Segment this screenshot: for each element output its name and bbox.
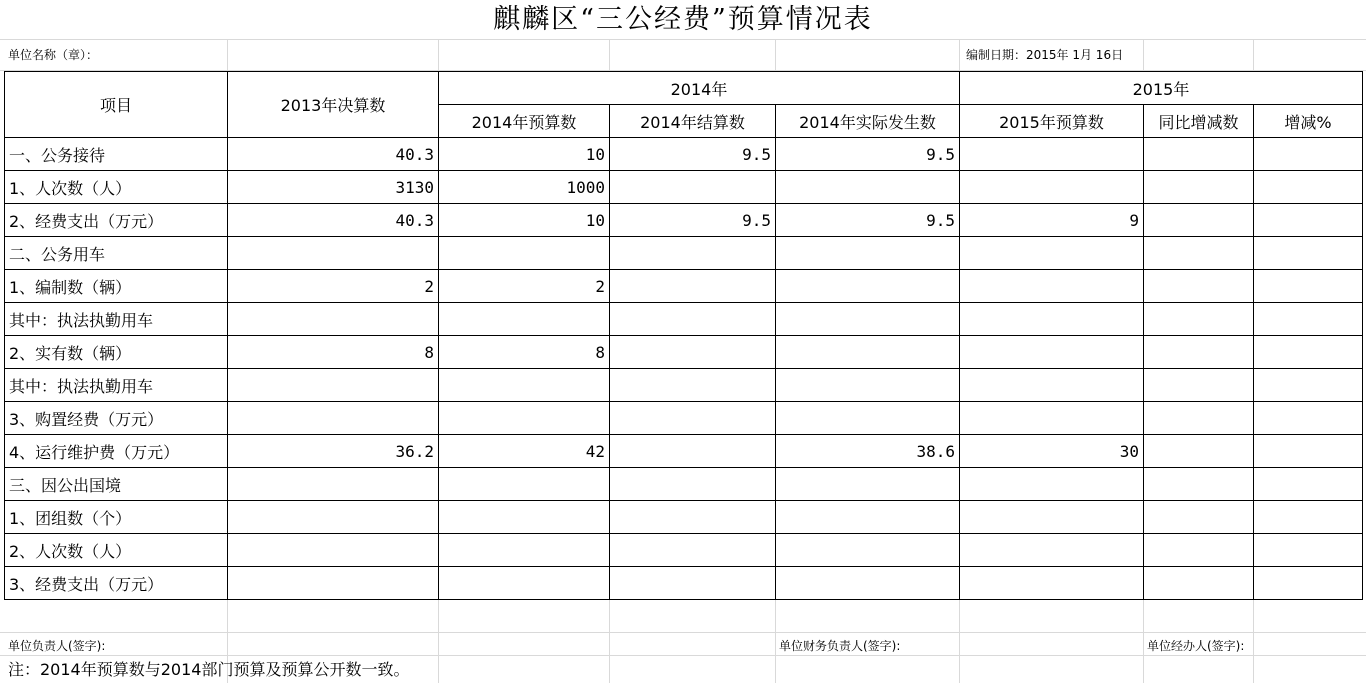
cell-c4 xyxy=(776,534,960,567)
cell-c1: 8 xyxy=(228,336,439,369)
header-final-2013: 2013年决算数 xyxy=(228,72,439,138)
table-row xyxy=(5,303,1363,336)
row-label: 三、因公出国境 xyxy=(5,468,228,501)
table-row xyxy=(5,567,1363,600)
cell-c3 xyxy=(610,369,776,402)
cell-c1 xyxy=(228,501,439,534)
cell-c2 xyxy=(439,567,610,600)
cell-c2: 10 xyxy=(439,204,610,237)
header-yoy-change: 同比增减数 xyxy=(1144,105,1254,138)
table-row xyxy=(5,270,1363,303)
cell-c1 xyxy=(228,534,439,567)
cell-c4 xyxy=(776,402,960,435)
cell-c1 xyxy=(228,567,439,600)
cell-c3: 9.5 xyxy=(610,204,776,237)
header-yoy-pct: 增减% xyxy=(1254,105,1363,138)
cell-c7 xyxy=(1254,534,1363,567)
cell-c6 xyxy=(1144,237,1254,270)
cell-c3 xyxy=(610,567,776,600)
cell-c2: 8 xyxy=(439,336,610,369)
row-label: 1、人次数（人） xyxy=(5,171,228,204)
cell-c6 xyxy=(1144,303,1254,336)
row-label: 2、人次数（人） xyxy=(5,534,228,567)
header-actual-2014: 2014年实际发生数 xyxy=(776,105,960,138)
cell-c2: 1000 xyxy=(439,171,610,204)
cell-c3 xyxy=(610,501,776,534)
cell-c4 xyxy=(776,468,960,501)
cell-c7 xyxy=(1254,468,1363,501)
cell-c6 xyxy=(1144,501,1254,534)
cell-c6 xyxy=(1144,138,1254,171)
header-item: 项目 xyxy=(5,72,228,138)
cell-c7 xyxy=(1254,402,1363,435)
cell-c5: 30 xyxy=(960,435,1144,468)
cell-c3: 9.5 xyxy=(610,138,776,171)
cell-c2 xyxy=(439,534,610,567)
handler-signature: 单位经办人(签字): xyxy=(1147,639,1245,653)
cell-c3 xyxy=(610,237,776,270)
cell-c3 xyxy=(610,336,776,369)
cell-c7 xyxy=(1254,501,1363,534)
cell-c2 xyxy=(439,237,610,270)
row-label: 2、经费支出（万元） xyxy=(5,204,228,237)
table-row xyxy=(5,204,1363,237)
cell-c2 xyxy=(439,501,610,534)
cell-c6 xyxy=(1144,468,1254,501)
cell-c3 xyxy=(610,270,776,303)
header-budget-2014: 2014年预算数 xyxy=(439,105,610,138)
cell-c4 xyxy=(776,171,960,204)
cell-c2: 2 xyxy=(439,270,610,303)
cell-c1 xyxy=(228,369,439,402)
cell-c6 xyxy=(1144,435,1254,468)
cell-c5 xyxy=(960,567,1144,600)
table-row xyxy=(5,468,1363,501)
cell-c5 xyxy=(960,336,1144,369)
unit-head-signature: 单位负责人(签字): xyxy=(8,639,106,653)
header-budget-2015: 2015年预算数 xyxy=(960,105,1144,138)
cell-c5 xyxy=(960,501,1144,534)
cell-c4 xyxy=(776,303,960,336)
table-row xyxy=(5,435,1363,468)
cell-c1 xyxy=(228,402,439,435)
cell-c7 xyxy=(1254,369,1363,402)
cell-c6 xyxy=(1144,336,1254,369)
cell-c2: 10 xyxy=(439,138,610,171)
cell-c7 xyxy=(1254,567,1363,600)
cell-c2 xyxy=(439,369,610,402)
row-label: 其中：执法执勤用车 xyxy=(5,369,228,402)
cell-c7 xyxy=(1254,270,1363,303)
cell-c3 xyxy=(610,303,776,336)
page-title: 麒麟区“三公经费”预算情况表 xyxy=(493,4,873,35)
cell-c2 xyxy=(439,468,610,501)
cell-c3 xyxy=(610,171,776,204)
table-row xyxy=(5,171,1363,204)
cell-c6 xyxy=(1144,402,1254,435)
cell-c6 xyxy=(1144,369,1254,402)
table-row xyxy=(5,336,1363,369)
cell-c5 xyxy=(960,171,1144,204)
cell-c3 xyxy=(610,468,776,501)
cell-c4: 9.5 xyxy=(776,138,960,171)
table-row xyxy=(5,369,1363,402)
cell-c4 xyxy=(776,369,960,402)
row-label: 1、编制数（辆） xyxy=(5,270,228,303)
cell-c1: 40.3 xyxy=(228,138,439,171)
cell-c1 xyxy=(228,303,439,336)
cell-c5 xyxy=(960,534,1144,567)
footnote: 注：2014年预算数与2014部门预算及预算公开数一致。 xyxy=(8,660,410,679)
row-label: 1、团组数（个） xyxy=(5,501,228,534)
budget-table xyxy=(4,71,1363,600)
row-label: 一、公务接待 xyxy=(5,138,228,171)
cell-c6 xyxy=(1144,204,1254,237)
cell-c4: 9.5 xyxy=(776,204,960,237)
row-label: 3、经费支出（万元） xyxy=(5,567,228,600)
cell-c3 xyxy=(610,402,776,435)
cell-c4 xyxy=(776,501,960,534)
cell-c7 xyxy=(1254,171,1363,204)
row-label: 二、公务用车 xyxy=(5,237,228,270)
cell-c4 xyxy=(776,237,960,270)
cell-c1: 3130 xyxy=(228,171,439,204)
row-label: 其中：执法执勤用车 xyxy=(5,303,228,336)
cell-c5 xyxy=(960,237,1144,270)
table-row xyxy=(5,138,1363,171)
cell-c5 xyxy=(960,369,1144,402)
cell-c3 xyxy=(610,534,776,567)
cell-c6 xyxy=(1144,567,1254,600)
row-label: 2、实有数（辆） xyxy=(5,336,228,369)
cell-c4 xyxy=(776,567,960,600)
cell-c7 xyxy=(1254,336,1363,369)
cell-c7 xyxy=(1254,237,1363,270)
header-group-2014: 2014年 xyxy=(439,72,960,105)
cell-c4 xyxy=(776,336,960,369)
cell-c5 xyxy=(960,402,1144,435)
cell-c5 xyxy=(960,270,1144,303)
cell-c6 xyxy=(1144,270,1254,303)
cell-c7 xyxy=(1254,435,1363,468)
cell-c6 xyxy=(1144,534,1254,567)
cell-c2 xyxy=(439,303,610,336)
cell-c5 xyxy=(960,138,1144,171)
cell-c3 xyxy=(610,435,776,468)
cell-c4: 38.6 xyxy=(776,435,960,468)
cell-c5 xyxy=(960,303,1144,336)
row-label: 4、运行维护费（万元） xyxy=(5,435,228,468)
header-settle-2014: 2014年结算数 xyxy=(610,105,776,138)
cell-c1: 40.3 xyxy=(228,204,439,237)
table-row xyxy=(5,534,1363,567)
cell-c1 xyxy=(228,468,439,501)
cell-c4 xyxy=(776,270,960,303)
cell-c1 xyxy=(228,237,439,270)
cell-c7 xyxy=(1254,138,1363,171)
compile-date: 编制日期：2015年 1月 16日 xyxy=(966,48,1124,62)
cell-c1: 36.2 xyxy=(228,435,439,468)
cell-c7 xyxy=(1254,303,1363,336)
finance-head-signature: 单位财务负责人(签字): xyxy=(779,639,901,653)
cell-c7 xyxy=(1254,204,1363,237)
cell-c5: 9 xyxy=(960,204,1144,237)
cell-c2: 42 xyxy=(439,435,610,468)
row-label: 3、购置经费（万元） xyxy=(5,402,228,435)
cell-c5 xyxy=(960,468,1144,501)
table-row xyxy=(5,237,1363,270)
cell-c1: 2 xyxy=(228,270,439,303)
table-row xyxy=(5,501,1363,534)
cell-c6 xyxy=(1144,171,1254,204)
cell-c2 xyxy=(439,402,610,435)
header-group-2015: 2015年 xyxy=(960,72,1363,105)
unit-name-label: 单位名称（章）： xyxy=(8,48,99,62)
table-row xyxy=(5,402,1363,435)
